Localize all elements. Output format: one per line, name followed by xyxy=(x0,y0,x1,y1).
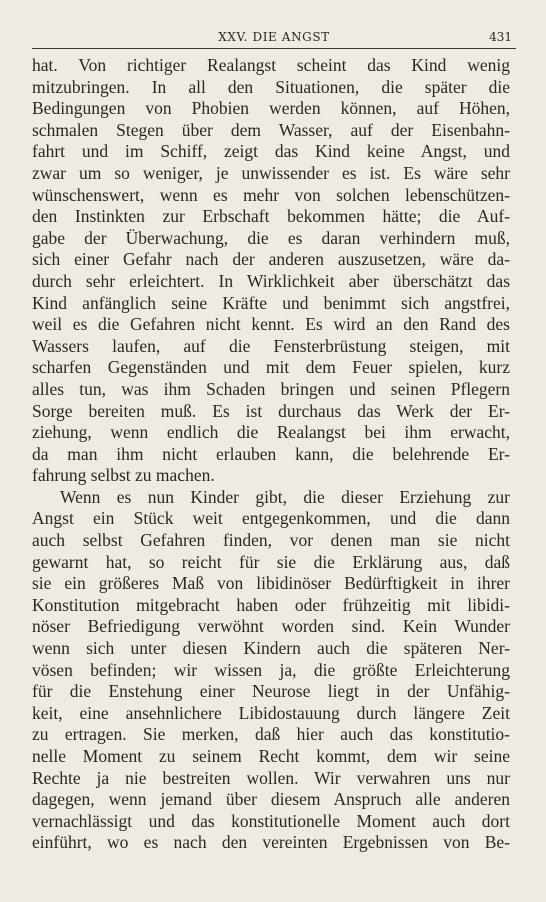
text-line: Rechte ja nie bestreiten wollen. Wir verwahren uns nur xyxy=(32,767,510,788)
page-header xyxy=(32,26,516,49)
paragraph-end-line: fahrung selbst zu machen. xyxy=(32,465,215,486)
text-line: Konstitution mitgebracht haben oder frühzeitig mit libidi- xyxy=(32,594,510,615)
text-line: weil es die Gefahren nicht kennt. Es wird an den Rand des xyxy=(32,314,510,335)
text-line: wenn sich unter diesen Kindern auch die späteren Ner- xyxy=(32,638,510,659)
text-line: sich einer Gefahr nach der anderen auszusetzen, wäre da- xyxy=(32,249,510,270)
text-line: den Instinkten zur Erbschaft bekommen hätte; die Auf- xyxy=(32,206,510,227)
text-line: keit, eine ansehnlichere Libidostauung durch längere Zeit xyxy=(32,702,510,723)
text-line: ziehung, wenn endlich die Realangst bei ihm erwacht, xyxy=(32,422,510,443)
text-line: einführt, wo es nach den vereinten Ergebnissen von Be- xyxy=(32,832,510,853)
text-line: wünschenswert, wenn es mehr von solchen lebenschützen- xyxy=(32,184,510,205)
text-line: da man ihm nicht erlauben kann, die belehrende Er- xyxy=(32,443,510,464)
text-line: durch sehr erleichtert. In Wirklichkeit aber überschätzt das xyxy=(32,270,510,291)
text-line: Sorge bereiten muß. Es ist durchaus das Werk der Er- xyxy=(32,400,510,421)
body-text xyxy=(32,55,510,854)
text-line: mitzubringen. In all den Situationen, die später die xyxy=(32,76,510,97)
text-line: Kind anfänglich seine Kräfte und benimmt sich angstfrei, xyxy=(32,292,510,313)
text-line: schmalen Stegen über dem Wasser, auf der Eisenbahn- xyxy=(32,119,510,140)
text-line: auch selbst Gefahren finden, vor denen man sie nicht xyxy=(32,530,510,551)
text-line: sie ein größeres Maß von libidinöser Bedürftigkeit in ihrer xyxy=(32,573,510,594)
text-line: zu ertragen. Sie merken, daß hier auch das konstitutio- xyxy=(32,724,510,745)
page-number: 431 xyxy=(489,30,512,44)
paragraph-start-line: Wenn es nun Kinder gibt, die dieser Erziehung zur xyxy=(60,486,510,507)
text-line: vernachlässigt und das konstitutionelle Moment auch dort xyxy=(32,810,510,831)
text-line: dagegen, wenn jemand über diesem Anspruch alle anderen xyxy=(32,789,510,810)
text-line: vösen befinden; wir wissen ja, die größte Erleichterung xyxy=(32,659,510,680)
text-line: alles tun, was ihm Schaden bringen und seinen Pflegern xyxy=(32,378,510,399)
text-line: Wassers laufen, auf die Fensterbrüstung steigen, mit xyxy=(32,335,510,356)
text-line: nöser Befriedigung verwöhnt worden sind. Kein Wunder xyxy=(32,616,510,637)
text-line: für die Enstehung einer Neurose liegt in der Unfähig- xyxy=(32,681,510,702)
text-line: Angst ein Stück weit entgegenkommen, und die dann xyxy=(32,508,510,529)
running-head: XXV. DIE ANGST xyxy=(218,30,330,44)
text-line: scharfen Gegenständen und mit dem Feuer spielen, kurz xyxy=(32,357,510,378)
text-line: Bedingungen von Phobien werden können, auf Höhen, xyxy=(32,98,510,119)
text-line: fahrt und im Schiff, zeigt das Kind keine Angst, und xyxy=(32,141,510,162)
text-line: zwar um so weniger, je unwissender es ist. Es wäre sehr xyxy=(32,162,510,183)
text-line: nelle Moment zu seinem Recht kommt, dem wir seine xyxy=(32,746,510,766)
text-line: gabe der Überwachung, die es daran verhindern muß, xyxy=(32,227,510,248)
text-line: hat. Von richtiger Realangst scheint das Kind wenig xyxy=(32,55,510,75)
text-line: gewarnt hat, so reicht für sie die Erklärung aus, daß xyxy=(32,551,510,572)
